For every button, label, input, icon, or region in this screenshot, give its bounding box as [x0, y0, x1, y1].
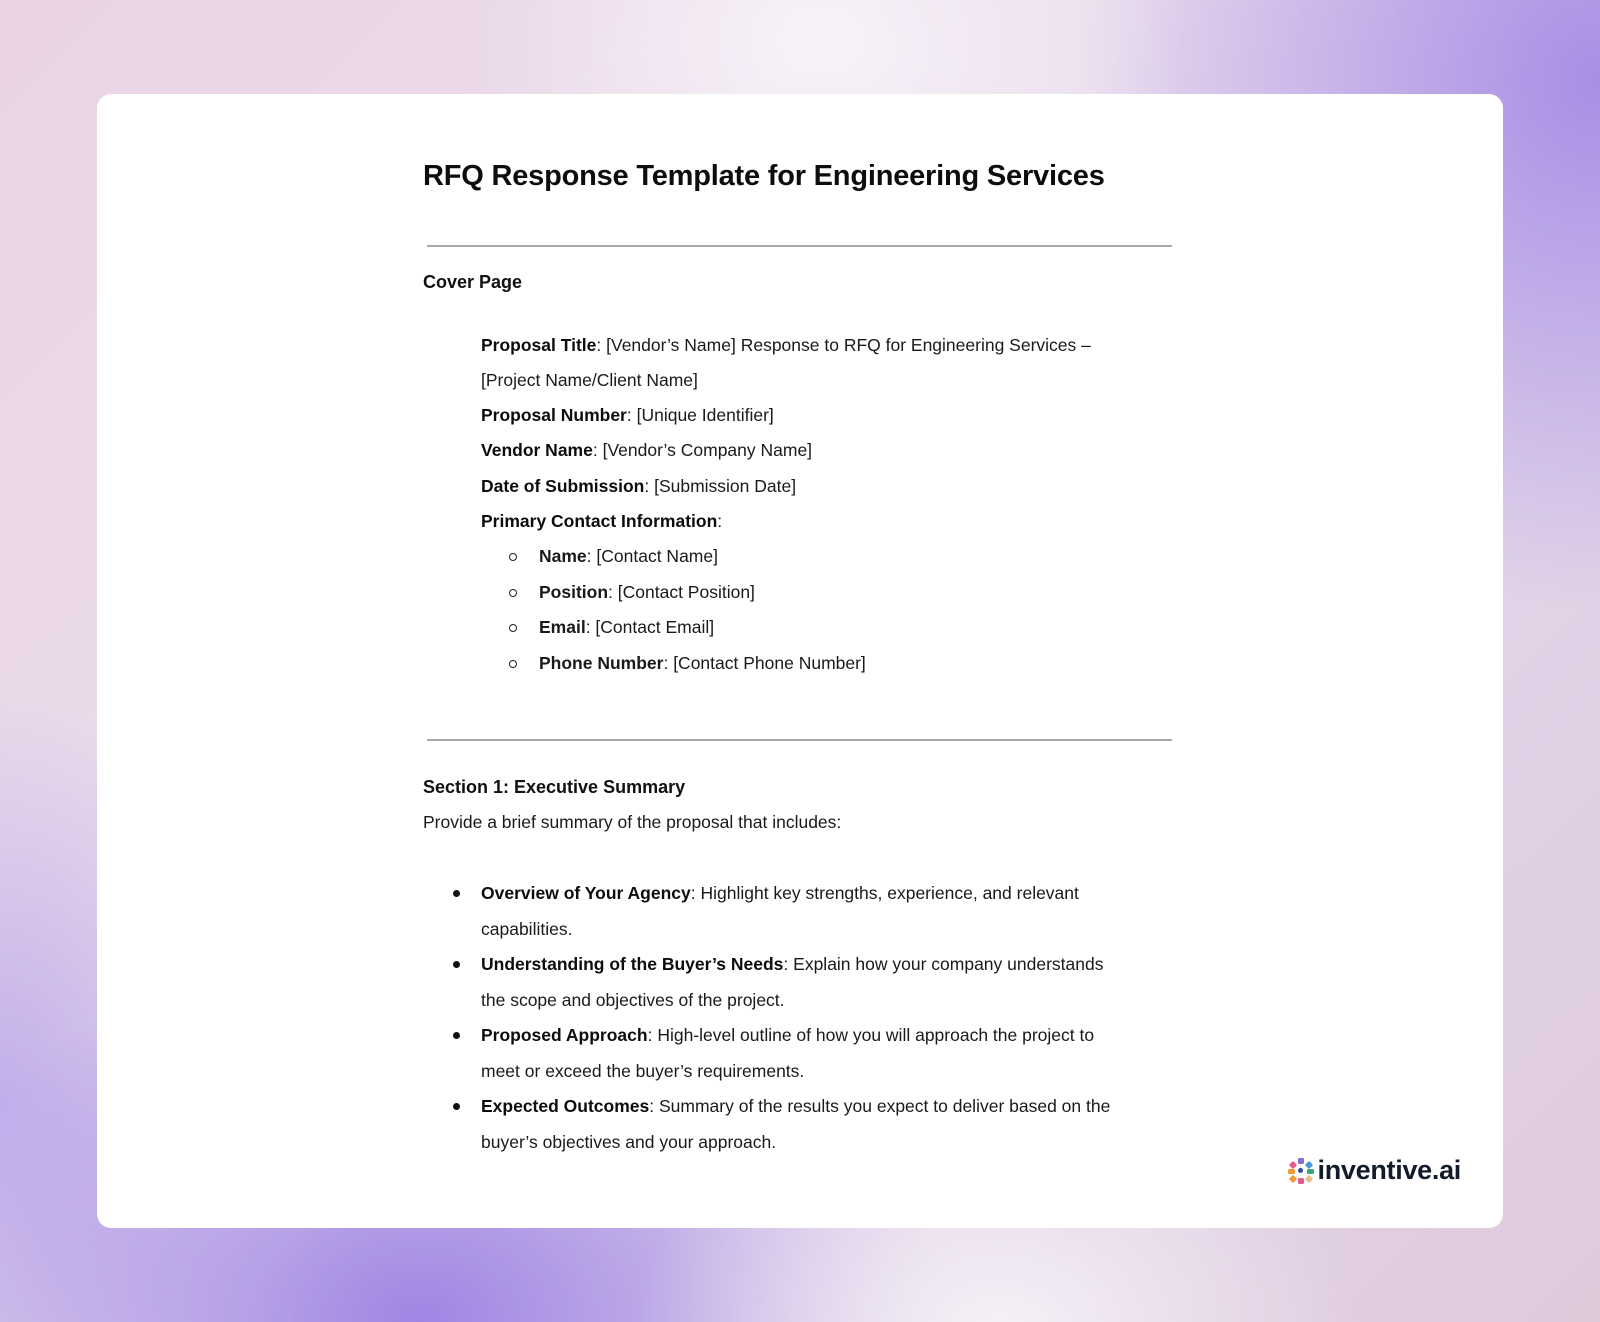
hollow-bullet-icon [509, 553, 517, 561]
bullet-dot-icon [453, 890, 460, 897]
bullet-text-continued: meet or exceed the buyer’s requirements. [481, 1060, 805, 1081]
contact-value: : [Contact Email] [585, 617, 715, 637]
field-label: Vendor Name [481, 440, 593, 460]
field-label: Primary Contact Information [481, 511, 718, 531]
divider-top [427, 245, 1172, 247]
bullet-label: Overview of Your Agency [481, 883, 691, 903]
bullet-text: : Explain how your company understands [783, 954, 1104, 974]
contact-label: Position [539, 582, 609, 602]
field-date-of-submission [481, 469, 796, 505]
bullet-dot-icon [453, 1032, 460, 1039]
contact-value: : [Contact Phone Number] [663, 653, 866, 673]
field-value: : [Vendor’s Name] Response to RFQ for Engineering Services – [596, 335, 1091, 355]
contact-label: Phone Number [539, 653, 664, 673]
field-value: : [717, 511, 723, 531]
bullet-dot-icon [453, 961, 460, 968]
field-label: Proposal Number [481, 405, 627, 425]
field-primary-contact [481, 504, 722, 540]
section-1-intro: Provide a brief summary of the proposal that includes: [423, 812, 842, 832]
field-proposal-title [481, 328, 1091, 364]
field-value: : [Unique Identifier] [626, 405, 774, 425]
field-value: : [Submission Date] [644, 476, 797, 496]
contact-label: Email [539, 617, 586, 637]
contact-label: Name [539, 546, 587, 566]
field-proposal-number [481, 398, 774, 434]
divider-middle [427, 739, 1172, 741]
document-title: RFQ Response Template for Engineering Services [423, 160, 1105, 192]
field-label: Proposal Title [481, 335, 597, 355]
hollow-bullet-icon [509, 660, 517, 668]
bullet-text: : Summary of the results you expect to deliver based on the [649, 1096, 1111, 1116]
field-value: [Project Name/Client Name] [481, 370, 698, 390]
bullet-label: Expected Outcomes [481, 1096, 650, 1116]
contact-value: : [Contact Position] [608, 582, 755, 602]
logo-wordmark: inventive.ai [1317, 1155, 1461, 1185]
bullet-text-continued: the scope and objectives of the project. [481, 989, 785, 1010]
field-value: : [Vendor’s Company Name] [592, 440, 813, 460]
field-proposal-title-continuation [481, 363, 698, 399]
cover-page-heading: Cover Page [423, 272, 523, 292]
hollow-bullet-icon [509, 624, 517, 632]
hollow-bullet-icon [509, 589, 517, 597]
field-vendor-name [481, 433, 812, 469]
bullet-text-continued: buyer’s objectives and your approach. [481, 1131, 777, 1152]
section-1-heading: Section 1: Executive Summary [423, 777, 686, 797]
bullet-text: : Highlight key strengths, experience, and relevant [690, 883, 1079, 903]
field-label: Date of Submission [481, 476, 645, 496]
contact-value: : [Contact Name] [586, 546, 718, 566]
bullet-text: : High-level outline of how you will approach the project to [647, 1025, 1095, 1045]
bullet-dot-icon [453, 1103, 460, 1110]
inventive-sparkle-icon [1288, 1158, 1314, 1184]
inventive-logo [1288, 1155, 1461, 1186]
bullet-label: Proposed Approach [481, 1025, 648, 1045]
bullet-label: Understanding of the Buyer’s Needs [481, 954, 784, 974]
document-card [97, 94, 1503, 1228]
bullet-text-continued: capabilities. [481, 918, 573, 939]
